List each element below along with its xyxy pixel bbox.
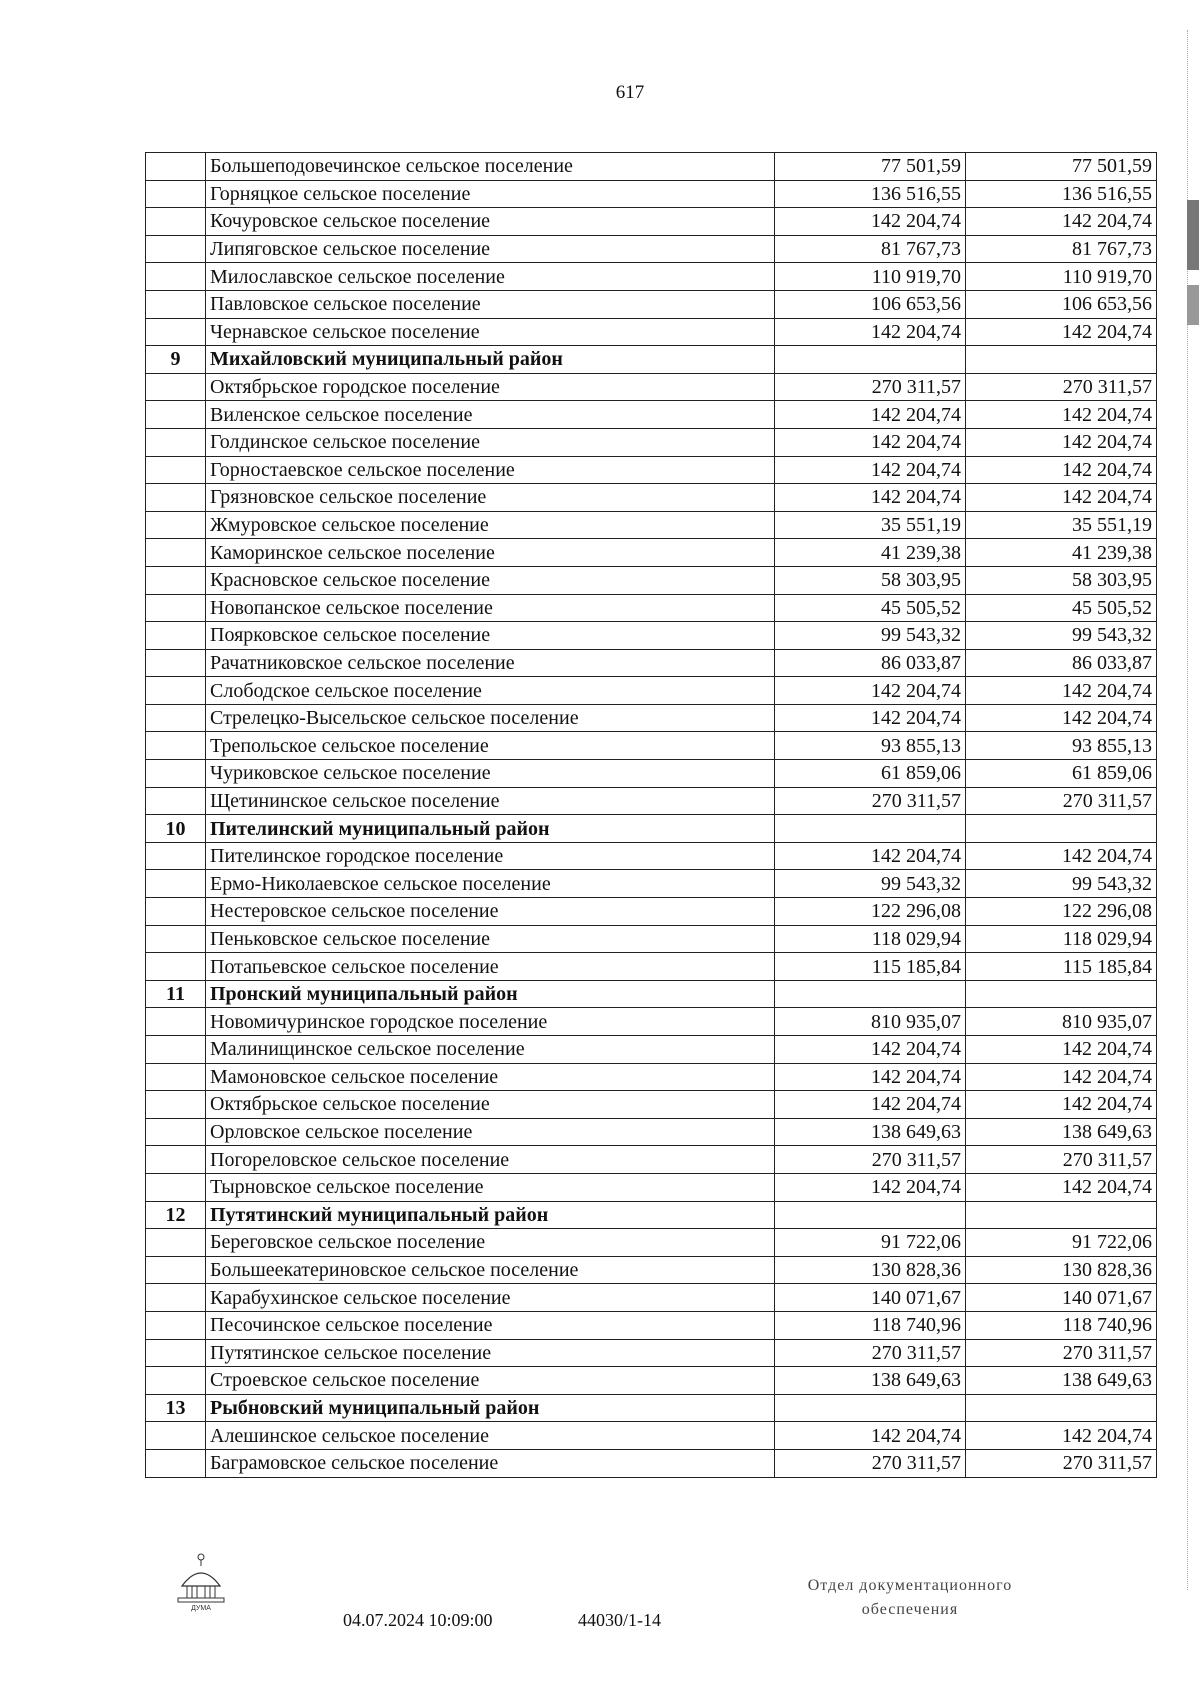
- table-row: [146, 484, 1157, 512]
- settlement-name-cell: Чернавское сельское поселение: [206, 318, 775, 346]
- table-row: [146, 511, 1157, 539]
- amount-cell-2: 270 311,57: [966, 787, 1157, 815]
- row-number-cell: [146, 760, 206, 788]
- amount-cell-2: 118 740,96: [966, 1311, 1157, 1339]
- row-number-cell: [146, 622, 206, 650]
- amount-cell-2: 142 204,74: [966, 401, 1157, 429]
- amount-cell-1: 138 649,63: [775, 1118, 966, 1146]
- amount-cell-2: 77 501,59: [966, 153, 1157, 181]
- row-number-cell: [146, 1091, 206, 1119]
- amount-cell-2: 93 855,13: [966, 732, 1157, 760]
- table-row: [146, 1311, 1157, 1339]
- table-row: [146, 1284, 1157, 1312]
- settlement-name-cell: Каморинское сельское поселение: [206, 539, 775, 567]
- amount-cell-2: 142 204,74: [966, 428, 1157, 456]
- row-number-cell: [146, 290, 206, 318]
- amount-cell-1: 142 204,74: [775, 428, 966, 456]
- duma-logo-icon: [170, 1552, 232, 1614]
- table-row: [146, 870, 1157, 898]
- amount-cell-2: 110 919,70: [966, 263, 1157, 291]
- amount-cell-1: 142 204,74: [775, 1036, 966, 1064]
- table-row: [146, 760, 1157, 788]
- amount-cell-2: 270 311,57: [966, 1146, 1157, 1174]
- table-row: [146, 787, 1157, 815]
- amount-cell-1: 270 311,57: [775, 787, 966, 815]
- row-number-cell: [146, 263, 206, 291]
- amount-cell-1: 136 516,55: [775, 180, 966, 208]
- amount-cell-2: 115 185,84: [966, 953, 1157, 981]
- settlement-name-cell: Стрелецко-Высельское сельское поселение: [206, 704, 775, 732]
- settlement-name-cell: Карабухинское сельское поселение: [206, 1284, 775, 1312]
- row-number-cell: [146, 456, 206, 484]
- row-number-cell: [146, 208, 206, 236]
- footer-date: 04.07.2024 10:09:00: [343, 1610, 493, 1630]
- amount-cell-1: 77 501,59: [775, 153, 966, 181]
- amount-cell-1: 142 204,74: [775, 677, 966, 705]
- amount-cell-2: [966, 346, 1157, 374]
- row-number-cell: [146, 235, 206, 263]
- table-row: [146, 235, 1157, 263]
- settlement-name-cell: Пронский муниципальный район: [206, 980, 775, 1008]
- amount-cell-2: 130 828,36: [966, 1256, 1157, 1284]
- amount-cell-1: 270 311,57: [775, 1339, 966, 1367]
- table-row: [146, 153, 1157, 181]
- amount-cell-2: [966, 1394, 1157, 1422]
- amount-cell-1: 118 029,94: [775, 925, 966, 953]
- row-number-cell: [146, 898, 206, 926]
- table-row: [146, 732, 1157, 760]
- amount-cell-2: 99 543,32: [966, 870, 1157, 898]
- amount-cell-2: 270 311,57: [966, 373, 1157, 401]
- amount-cell-1: 142 204,74: [775, 208, 966, 236]
- table-row: [146, 594, 1157, 622]
- amount-cell-1: 142 204,74: [775, 401, 966, 429]
- budget-table: [145, 152, 1157, 1478]
- amount-cell-2: 58 303,95: [966, 566, 1157, 594]
- amount-cell-1: [775, 1394, 966, 1422]
- amount-cell-1: 270 311,57: [775, 373, 966, 401]
- settlement-name-cell: Виленское сельское поселение: [206, 401, 775, 429]
- settlement-name-cell: Большеекатериновское сельское поселение: [206, 1256, 775, 1284]
- amount-cell-2: 45 505,52: [966, 594, 1157, 622]
- amount-cell-2: 106 653,56: [966, 290, 1157, 318]
- amount-cell-1: 91 722,06: [775, 1229, 966, 1257]
- amount-cell-1: 99 543,32: [775, 622, 966, 650]
- row-number-cell: [146, 677, 206, 705]
- table-row: [146, 263, 1157, 291]
- amount-cell-2: [966, 815, 1157, 843]
- row-number-cell: [146, 594, 206, 622]
- amount-cell-1: 81 767,73: [775, 235, 966, 263]
- row-number-cell: [146, 511, 206, 539]
- amount-cell-2: 81 767,73: [966, 235, 1157, 263]
- row-number-cell: [146, 153, 206, 181]
- settlement-name-cell: Пителинское городское поселение: [206, 842, 775, 870]
- row-number-cell: [146, 1146, 206, 1174]
- amount-cell-1: 142 204,74: [775, 484, 966, 512]
- amount-cell-2: 136 516,55: [966, 180, 1157, 208]
- amount-cell-2: [966, 980, 1157, 1008]
- amount-cell-1: 35 551,19: [775, 511, 966, 539]
- district-row: [146, 980, 1157, 1008]
- row-number-cell: [146, 1063, 206, 1091]
- row-number-cell: [146, 566, 206, 594]
- row-number-cell: [146, 318, 206, 346]
- row-number-cell: [146, 704, 206, 732]
- table-row: [146, 953, 1157, 981]
- row-number-cell: 12: [146, 1201, 206, 1229]
- row-number-cell: [146, 1449, 206, 1477]
- footer-doc-number: 44030/1-14: [578, 1610, 661, 1630]
- table-row: [146, 401, 1157, 429]
- table-row: [146, 842, 1157, 870]
- amount-cell-2: 138 649,63: [966, 1118, 1157, 1146]
- row-number-cell: [146, 1173, 206, 1201]
- row-number-cell: [146, 484, 206, 512]
- amount-cell-2: 142 204,74: [966, 842, 1157, 870]
- amount-cell-2: 138 649,63: [966, 1367, 1157, 1395]
- amount-cell-1: [775, 815, 966, 843]
- settlement-name-cell: Алешинское сельское поселение: [206, 1422, 775, 1450]
- amount-cell-1: 142 204,74: [775, 1063, 966, 1091]
- settlement-name-cell: Павловское сельское поселение: [206, 290, 775, 318]
- amount-cell-1: 142 204,74: [775, 842, 966, 870]
- amount-cell-1: 86 033,87: [775, 649, 966, 677]
- row-number-cell: [146, 539, 206, 567]
- settlement-name-cell: Поярковское сельское поселение: [206, 622, 775, 650]
- amount-cell-1: 140 071,67: [775, 1284, 966, 1312]
- table-row: [146, 1173, 1157, 1201]
- amount-cell-2: 142 204,74: [966, 1422, 1157, 1450]
- amount-cell-2: 142 204,74: [966, 456, 1157, 484]
- logo-lettering: ДУМА: [191, 1605, 211, 1612]
- row-number-cell: [146, 1284, 206, 1312]
- row-number-cell: 11: [146, 980, 206, 1008]
- row-number-cell: [146, 732, 206, 760]
- row-number-cell: [146, 1256, 206, 1284]
- settlement-name-cell: Погореловское сельское поселение: [206, 1146, 775, 1174]
- table-row: [146, 208, 1157, 236]
- row-number-cell: [146, 180, 206, 208]
- row-number-cell: [146, 428, 206, 456]
- district-row: [146, 815, 1157, 843]
- amount-cell-1: 110 919,70: [775, 263, 966, 291]
- settlement-name-cell: Милославское сельское поселение: [206, 263, 775, 291]
- table-row: [146, 1256, 1157, 1284]
- amount-cell-2: 91 722,06: [966, 1229, 1157, 1257]
- amount-cell-1: 130 828,36: [775, 1256, 966, 1284]
- table-row: [146, 539, 1157, 567]
- settlement-name-cell: Баграмовское сельское поселение: [206, 1449, 775, 1477]
- row-number-cell: [146, 1229, 206, 1257]
- settlement-name-cell: Рачатниковское сельское поселение: [206, 649, 775, 677]
- amount-cell-1: 122 296,08: [775, 898, 966, 926]
- row-number-cell: [146, 373, 206, 401]
- settlement-name-cell: Большеподовечинское сельское поселение: [206, 153, 775, 181]
- amount-cell-1: 270 311,57: [775, 1146, 966, 1174]
- settlement-name-cell: Ермо-Николаевское сельское поселение: [206, 870, 775, 898]
- row-number-cell: [146, 842, 206, 870]
- settlement-name-cell: Тырновское сельское поселение: [206, 1173, 775, 1201]
- table-row: [146, 704, 1157, 732]
- settlement-name-cell: Пеньковское сельское поселение: [206, 925, 775, 953]
- table-row: [146, 1036, 1157, 1064]
- settlement-name-cell: Щетининское сельское поселение: [206, 787, 775, 815]
- settlement-name-cell: Малинищинское сельское поселение: [206, 1036, 775, 1064]
- settlement-name-cell: Пителинский муниципальный район: [206, 815, 775, 843]
- row-number-cell: [146, 649, 206, 677]
- amount-cell-2: 270 311,57: [966, 1339, 1157, 1367]
- table-row: [146, 677, 1157, 705]
- table-row: [146, 428, 1157, 456]
- row-number-cell: 9: [146, 346, 206, 374]
- table-row: [146, 1063, 1157, 1091]
- settlement-name-cell: Грязновское сельское поселение: [206, 484, 775, 512]
- amount-cell-2: [966, 1201, 1157, 1229]
- amount-cell-1: 138 649,63: [775, 1367, 966, 1395]
- row-number-cell: [146, 953, 206, 981]
- scan-edge-mark: [1187, 285, 1199, 325]
- table-row: [146, 290, 1157, 318]
- amount-cell-2: 270 311,57: [966, 1449, 1157, 1477]
- table-row: [146, 1449, 1157, 1477]
- settlement-name-cell: Потапьевское сельское поселение: [206, 953, 775, 981]
- table-row: [146, 1422, 1157, 1450]
- table-row: [146, 456, 1157, 484]
- district-row: [146, 1394, 1157, 1422]
- settlement-name-cell: Слободское сельское поселение: [206, 677, 775, 705]
- amount-cell-2: 41 239,38: [966, 539, 1157, 567]
- settlement-name-cell: Трепольское сельское поселение: [206, 732, 775, 760]
- amount-cell-1: [775, 346, 966, 374]
- amount-cell-1: 41 239,38: [775, 539, 966, 567]
- table-row: [146, 1118, 1157, 1146]
- settlement-name-cell: Нестеровское сельское поселение: [206, 898, 775, 926]
- table-body: [146, 153, 1157, 1478]
- row-number-cell: [146, 787, 206, 815]
- table-row: [146, 373, 1157, 401]
- amount-cell-2: 142 204,74: [966, 484, 1157, 512]
- settlement-name-cell: Строевское сельское поселение: [206, 1367, 775, 1395]
- amount-cell-2: 142 204,74: [966, 677, 1157, 705]
- row-number-cell: [146, 1339, 206, 1367]
- settlement-name-cell: Мамоновское сельское поселение: [206, 1063, 775, 1091]
- settlement-name-cell: Красновское сельское поселение: [206, 566, 775, 594]
- row-number-cell: [146, 870, 206, 898]
- amount-cell-1: [775, 1201, 966, 1229]
- settlement-name-cell: Новомичуринское городское поселение: [206, 1008, 775, 1036]
- table-row: [146, 1339, 1157, 1367]
- settlement-name-cell: Кочуровское сельское поселение: [206, 208, 775, 236]
- row-number-cell: [146, 925, 206, 953]
- amount-cell-2: 142 204,74: [966, 1091, 1157, 1119]
- settlement-name-cell: Орловское сельское поселение: [206, 1118, 775, 1146]
- amount-cell-1: 118 740,96: [775, 1311, 966, 1339]
- amount-cell-1: 142 204,74: [775, 318, 966, 346]
- settlement-name-cell: Жмуровское сельское поселение: [206, 511, 775, 539]
- page-number: 617: [615, 82, 645, 103]
- amount-cell-1: 58 303,95: [775, 566, 966, 594]
- amount-cell-2: 142 204,74: [966, 208, 1157, 236]
- amount-cell-2: 99 543,32: [966, 622, 1157, 650]
- table-row: [146, 649, 1157, 677]
- settlement-name-cell: Горняцкое сельское поселение: [206, 180, 775, 208]
- settlement-name-cell: Песочинское сельское поселение: [206, 1311, 775, 1339]
- amount-cell-1: 142 204,74: [775, 1422, 966, 1450]
- settlement-name-cell: Береговское сельское поселение: [206, 1229, 775, 1257]
- amount-cell-2: 142 204,74: [966, 1036, 1157, 1064]
- settlement-name-cell: Октябрьское городское поселение: [206, 373, 775, 401]
- table-row: [146, 1146, 1157, 1174]
- district-row: [146, 1201, 1157, 1229]
- row-number-cell: [146, 1118, 206, 1146]
- amount-cell-2: 810 935,07: [966, 1008, 1157, 1036]
- amount-cell-1: 810 935,07: [775, 1008, 966, 1036]
- table-row: [146, 1008, 1157, 1036]
- table-row: [146, 318, 1157, 346]
- row-number-cell: [146, 1422, 206, 1450]
- amount-cell-1: 106 653,56: [775, 290, 966, 318]
- table-row: [146, 1229, 1157, 1257]
- row-number-cell: [146, 1311, 206, 1339]
- amount-cell-1: 93 855,13: [775, 732, 966, 760]
- amount-cell-2: 86 033,87: [966, 649, 1157, 677]
- department-stamp: [760, 1574, 1060, 1622]
- amount-cell-2: 142 204,74: [966, 318, 1157, 346]
- table-row: [146, 925, 1157, 953]
- amount-cell-1: 270 311,57: [775, 1449, 966, 1477]
- amount-cell-1: 45 505,52: [775, 594, 966, 622]
- amount-cell-1: 142 204,74: [775, 1091, 966, 1119]
- amount-cell-1: 61 859,06: [775, 760, 966, 788]
- row-number-cell: [146, 401, 206, 429]
- row-number-cell: [146, 1036, 206, 1064]
- row-number-cell: 10: [146, 815, 206, 843]
- settlement-name-cell: Октябрьское сельское поселение: [206, 1091, 775, 1119]
- table-row: [146, 180, 1157, 208]
- row-number-cell: 13: [146, 1394, 206, 1422]
- stamp-line-1: Отдел документационного: [807, 1577, 1013, 1594]
- amount-cell-1: 99 543,32: [775, 870, 966, 898]
- amount-cell-2: 142 204,74: [966, 1063, 1157, 1091]
- stamp-line-2: обеспечения: [861, 1601, 959, 1618]
- amount-cell-2: 35 551,19: [966, 511, 1157, 539]
- settlement-name-cell: Рыбновский муниципальный район: [206, 1394, 775, 1422]
- scan-edge-mark: [1187, 200, 1199, 270]
- table-row: [146, 1367, 1157, 1395]
- table-row: [146, 622, 1157, 650]
- amount-cell-2: 140 071,67: [966, 1284, 1157, 1312]
- settlement-name-cell: Михайловский муниципальный район: [206, 346, 775, 374]
- settlement-name-cell: Липяговское сельское поселение: [206, 235, 775, 263]
- table-row: [146, 898, 1157, 926]
- settlement-name-cell: Чуриковское сельское поселение: [206, 760, 775, 788]
- settlement-name-cell: Путятинское сельское поселение: [206, 1339, 775, 1367]
- district-row: [146, 346, 1157, 374]
- amount-cell-1: 115 185,84: [775, 953, 966, 981]
- table-row: [146, 566, 1157, 594]
- settlement-name-cell: Горностаевское сельское поселение: [206, 456, 775, 484]
- amount-cell-1: 142 204,74: [775, 456, 966, 484]
- table-row: [146, 1091, 1157, 1119]
- row-number-cell: [146, 1367, 206, 1395]
- settlement-name-cell: Путятинский муниципальный район: [206, 1201, 775, 1229]
- row-number-cell: [146, 1008, 206, 1036]
- amount-cell-2: 142 204,74: [966, 1173, 1157, 1201]
- amount-cell-1: 142 204,74: [775, 704, 966, 732]
- amount-cell-2: 122 296,08: [966, 898, 1157, 926]
- settlement-name-cell: Новопанское сельское поселение: [206, 594, 775, 622]
- amount-cell-2: 118 029,94: [966, 925, 1157, 953]
- amount-cell-1: 142 204,74: [775, 1173, 966, 1201]
- settlement-name-cell: Голдинское сельское поселение: [206, 428, 775, 456]
- amount-cell-1: [775, 980, 966, 1008]
- amount-cell-2: 142 204,74: [966, 704, 1157, 732]
- amount-cell-2: 61 859,06: [966, 760, 1157, 788]
